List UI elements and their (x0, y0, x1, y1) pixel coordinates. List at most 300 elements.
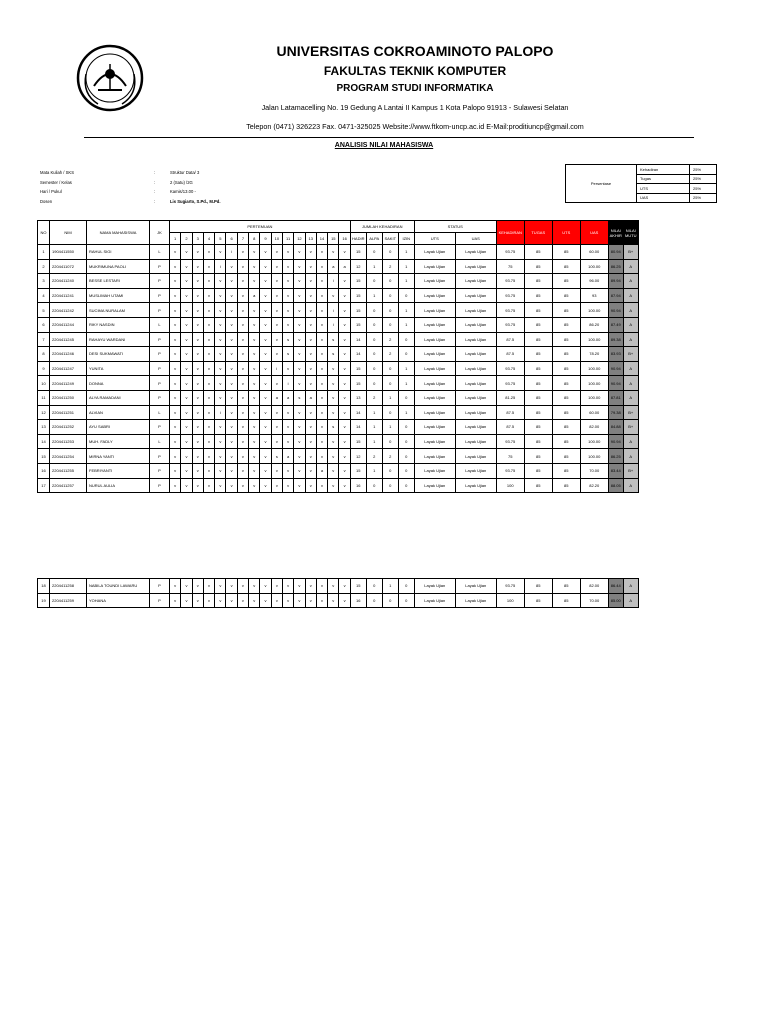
row-alpa: 2 (366, 390, 382, 405)
row-sakit: 0 (382, 274, 398, 289)
attendance-mark: v (215, 303, 226, 318)
table-row (38, 332, 639, 347)
attendance-mark: i (328, 317, 339, 332)
attendance-mark: v (271, 376, 282, 391)
row-nama: DONNA (87, 376, 150, 391)
row-nama: ALYA RAMADANI (87, 390, 150, 405)
row-sakit: 0 (382, 317, 398, 332)
row-hadir: 15 (350, 288, 366, 303)
attendance-mark: v (226, 463, 237, 478)
col-jk: JK (150, 221, 170, 245)
attendance-mark: v (170, 347, 181, 362)
row-hadir: 15 (350, 463, 366, 478)
row-uas: 82.20 (580, 478, 608, 493)
attendance-mark: v (328, 405, 339, 420)
attendance-mark: v (170, 420, 181, 435)
row-izin: 0 (398, 332, 414, 347)
attendance-mark: v (181, 317, 192, 332)
row-nilai-mutu: A (623, 288, 638, 303)
attendance-mark: v (215, 332, 226, 347)
row-alpa: 1 (366, 463, 382, 478)
row-nim: 2204411249 (50, 376, 87, 391)
attendance-mark: v (237, 478, 248, 493)
attendance-mark: v (282, 593, 293, 608)
row-hadir: 12 (350, 449, 366, 464)
attendance-mark: v (203, 405, 214, 420)
info-colon: : (154, 189, 156, 195)
row-alpa: 1 (366, 420, 382, 435)
col-uts-status: UTS (414, 233, 455, 245)
row-izin: 0 (398, 593, 414, 608)
attendance-mark: v (271, 259, 282, 274)
row-uas: 96.00 (580, 274, 608, 289)
row-izin: 1 (398, 274, 414, 289)
row-jk: L (150, 405, 170, 420)
row-kehadiran: 93.75 (496, 288, 524, 303)
row-jk: P (150, 478, 170, 493)
attendance-mark: v (192, 579, 203, 594)
row-nim: 2204411250 (50, 390, 87, 405)
row-nama: MUH. FADLY (87, 434, 150, 449)
row-uas-status: Layak Ujian (455, 420, 496, 435)
attendance-mark: v (181, 390, 192, 405)
attendance-mark: v (316, 245, 327, 260)
attendance-mark: v (249, 449, 260, 464)
attendance-mark: v (249, 361, 260, 376)
row-kehadiran: 87.5 (496, 347, 524, 362)
attendance-mark: s (328, 347, 339, 362)
attendance-mark: v (339, 405, 350, 420)
info-colon: : (154, 198, 156, 204)
attendance-mark: v (181, 245, 192, 260)
row-uts: 85 (552, 390, 580, 405)
attendance-mark: v (226, 332, 237, 347)
attendance-mark: v (192, 245, 203, 260)
attendance-mark: v (181, 449, 192, 464)
attendance-mark: v (237, 288, 248, 303)
row-nama: NURUL AULIA (87, 478, 150, 493)
row-uas: 86.20 (580, 317, 608, 332)
row-uas-status: Layak Ujian (455, 463, 496, 478)
faculty-name: FAKULTAS TEKNIK KOMPUTER (323, 64, 507, 78)
attendance-mark: v (305, 317, 316, 332)
meeting-number: 4 (203, 233, 214, 245)
row-uas: 60.00 (580, 405, 608, 420)
row-nim: 2204411251 (50, 405, 87, 420)
row-jk: L (150, 317, 170, 332)
row-hadir: 15 (350, 317, 366, 332)
attendance-mark: v (294, 288, 305, 303)
row-nama: BESSE LESTARI (87, 274, 150, 289)
attendance-mark: i (215, 405, 226, 420)
attendance-mark: v (328, 245, 339, 260)
attendance-mark: v (215, 579, 226, 594)
row-izin: 0 (398, 449, 414, 464)
row-jk: P (150, 288, 170, 303)
attendance-mark: v (249, 245, 260, 260)
table-row (38, 288, 639, 303)
attendance-mark: v (260, 405, 271, 420)
row-uas-status: Layak Ujian (455, 245, 496, 260)
attendance-mark: v (305, 347, 316, 362)
row-uas-status: Layak Ujian (455, 303, 496, 318)
attendance-mark: v (203, 478, 214, 493)
row-tugas: 85 (524, 347, 552, 362)
attendance-mark: v (226, 288, 237, 303)
row-uas-status: Layak Ujian (455, 390, 496, 405)
attendance-mark: v (181, 434, 192, 449)
row-kehadiran: 81.25 (496, 390, 524, 405)
attendance-mark: v (192, 332, 203, 347)
attendance-mark: a (282, 390, 293, 405)
row-tugas: 85 (524, 317, 552, 332)
meeting-number: 14 (316, 233, 327, 245)
attendance-mark: v (271, 478, 282, 493)
attendance-mark: v (305, 463, 316, 478)
attendance-mark: v (249, 390, 260, 405)
row-uas-status: Layak Ujian (455, 449, 496, 464)
meeting-number: 16 (339, 233, 350, 245)
attendance-mark: v (203, 274, 214, 289)
attendance-mark: v (181, 332, 192, 347)
attendance-mark: i (328, 303, 339, 318)
row-izin: 0 (398, 288, 414, 303)
attendance-mark: v (260, 579, 271, 594)
row-uas-status: Layak Ujian (455, 259, 496, 274)
table-row (38, 390, 639, 405)
attendance-mark: v (260, 478, 271, 493)
attendance-mark: v (249, 478, 260, 493)
row-uas: 100.00 (580, 332, 608, 347)
col-status: STATUS (414, 221, 496, 233)
row-kehadiran: 93.75 (496, 274, 524, 289)
attendance-mark: v (226, 303, 237, 318)
row-uts-status: Layak Ujian (414, 317, 455, 332)
col-alpa: ALPA (366, 233, 382, 245)
table-row (38, 376, 639, 391)
row-uts: 85 (552, 405, 580, 420)
attendance-mark: v (305, 405, 316, 420)
row-uas-status: Layak Ujian (455, 593, 496, 608)
row-izin: 0 (398, 434, 414, 449)
attendance-mark: v (282, 245, 293, 260)
row-uts: 85 (552, 347, 580, 362)
row-uts-status: Layak Ujian (414, 259, 455, 274)
row-uts: 85 (552, 288, 580, 303)
row-uas: 100.00 (580, 303, 608, 318)
pct-value: 25% (690, 193, 717, 203)
row-tugas: 85 (524, 274, 552, 289)
attendance-mark: v (316, 579, 327, 594)
row-jk: P (150, 579, 170, 594)
row-uas-status: Layak Ujian (455, 405, 496, 420)
row-tugas: 85 (524, 420, 552, 435)
meeting-number: 7 (237, 233, 248, 245)
attendance-mark: v (226, 376, 237, 391)
attendance-mark: v (305, 361, 316, 376)
attendance-mark: v (339, 390, 350, 405)
col-hadir: HADIR (350, 233, 366, 245)
table-row (38, 579, 639, 594)
row-jk: P (150, 347, 170, 362)
attendance-mark: v (203, 449, 214, 464)
info-colon: : (154, 179, 156, 185)
attendance-mark: v (237, 361, 248, 376)
attendance-mark: v (271, 288, 282, 303)
row-nim: 2204411254 (50, 449, 87, 464)
row-nim: 2204411259 (50, 593, 87, 608)
attendance-mark: v (170, 434, 181, 449)
row-jk: P (150, 361, 170, 376)
attendance-mark: v (249, 376, 260, 391)
attendance-mark: v (181, 579, 192, 594)
row-alpa: 0 (366, 478, 382, 493)
row-hadir: 15 (350, 361, 366, 376)
row-uas: 60.00 (580, 245, 608, 260)
row-sakit: 1 (382, 390, 398, 405)
row-izin: 0 (398, 478, 414, 493)
row-uts-status: Layak Ujian (414, 376, 455, 391)
row-hadir: 15 (350, 245, 366, 260)
attendance-mark: v (316, 361, 327, 376)
attendance-mark: v (328, 478, 339, 493)
attendance-mark: v (170, 245, 181, 260)
attendance-mark: v (226, 449, 237, 464)
row-nilai-mutu: B+ (623, 347, 638, 362)
attendance-mark: v (192, 593, 203, 608)
attendance-mark: v (260, 317, 271, 332)
attendance-mark: v (170, 463, 181, 478)
attendance-mark: v (192, 361, 203, 376)
row-tugas: 85 (524, 405, 552, 420)
attendance-mark: v (305, 332, 316, 347)
attendance-mark: v (271, 579, 282, 594)
attendance-mark: v (181, 376, 192, 391)
info-value: Lis Sugiarto, S.Pd., M.Pd. (170, 198, 221, 204)
row-sakit: 2 (382, 449, 398, 464)
row-nilai-akhir: 89.38 (608, 332, 623, 347)
row-alpa: 1 (366, 288, 382, 303)
attendance-mark: v (316, 259, 327, 274)
row-nilai-mutu: A (623, 361, 638, 376)
percentage-label: Persentase (566, 165, 637, 203)
row-alpa: 0 (366, 361, 382, 376)
row-kehadiran: 93.75 (496, 434, 524, 449)
attendance-mark: v (192, 434, 203, 449)
meeting-number: 11 (282, 233, 293, 245)
row-uts: 85 (552, 478, 580, 493)
row-nilai-mutu: A (623, 434, 638, 449)
row-nama: FEBRIYANTI (87, 463, 150, 478)
attendance-mark: v (249, 463, 260, 478)
col-nim: NIM (50, 221, 87, 245)
row-nilai-akhir: 90.94 (608, 361, 623, 376)
attendance-mark: a (271, 390, 282, 405)
row-kehadiran: 93.75 (496, 463, 524, 478)
attendance-mark: v (181, 303, 192, 318)
attendance-mark: v (339, 317, 350, 332)
attendance-mark: i (282, 376, 293, 391)
row-izin: 1 (398, 405, 414, 420)
row-uas-status: Layak Ujian (455, 361, 496, 376)
row-nilai-mutu: B+ (623, 405, 638, 420)
row-nilai-akhir: 80.94 (608, 245, 623, 260)
attendance-mark: v (294, 478, 305, 493)
row-nama: MUSLIMAH UTAMI (87, 288, 150, 303)
row-nilai-akhir: 90.94 (608, 376, 623, 391)
attendance-mark: v (339, 274, 350, 289)
attendance-mark: v (192, 376, 203, 391)
attendance-mark: v (305, 245, 316, 260)
row-tugas: 85 (524, 449, 552, 464)
attendance-mark: v (294, 332, 305, 347)
row-no: 10 (38, 376, 50, 391)
attendance-mark: v (226, 434, 237, 449)
attendance-mark: v (192, 347, 203, 362)
meeting-number: 5 (215, 233, 226, 245)
attendance-mark: v (226, 390, 237, 405)
row-nilai-mutu: A (623, 579, 638, 594)
row-nilai-mutu: B+ (623, 463, 638, 478)
row-hadir: 16 (350, 478, 366, 493)
row-no: 2 (38, 259, 50, 274)
row-uts-status: Layak Ujian (414, 463, 455, 478)
attendance-mark: v (237, 303, 248, 318)
pct-value: 25% (690, 184, 717, 194)
row-uas-status: Layak Ujian (455, 478, 496, 493)
attendance-mark: v (316, 288, 327, 303)
attendance-mark: v (260, 332, 271, 347)
row-uas-status: Layak Ujian (455, 332, 496, 347)
attendance-mark: v (237, 405, 248, 420)
table-row (38, 434, 639, 449)
row-jk: P (150, 259, 170, 274)
info-key: Dosen (40, 198, 53, 204)
row-hadir: 15 (350, 579, 366, 594)
attendance-mark: s (271, 449, 282, 464)
row-nama: RAHAYU WARDANI (87, 332, 150, 347)
row-uts-status: Layak Ujian (414, 332, 455, 347)
attendance-mark: v (316, 593, 327, 608)
pct-name: Tugas (637, 174, 690, 184)
table-row (38, 420, 639, 435)
row-izin: 1 (398, 361, 414, 376)
attendance-mark: v (339, 463, 350, 478)
row-tugas: 85 (524, 390, 552, 405)
row-uts: 85 (552, 303, 580, 318)
attendance-mark: v (316, 405, 327, 420)
row-jk: P (150, 420, 170, 435)
attendance-mark: v (271, 332, 282, 347)
attendance-mark: v (339, 376, 350, 391)
row-alpa: 0 (366, 593, 382, 608)
row-nama: RAHUL SIGI (87, 245, 150, 260)
row-uas: 100.00 (580, 390, 608, 405)
attendance-mark: v (282, 405, 293, 420)
attendance-mark: v (260, 463, 271, 478)
row-uts: 85 (552, 274, 580, 289)
attendance-mark: v (316, 303, 327, 318)
row-hadir: 15 (350, 376, 366, 391)
attendance-mark: v (282, 463, 293, 478)
attendance-mark: v (339, 449, 350, 464)
attendance-mark: v (192, 390, 203, 405)
attendance-mark: i (271, 361, 282, 376)
row-nim: 2204411072 (50, 259, 87, 274)
table-row (38, 478, 639, 493)
col-uts: UTS (552, 221, 580, 245)
row-nim: 2204411252 (50, 420, 87, 435)
attendance-mark: i (226, 245, 237, 260)
row-nama: ALVIAN (87, 405, 150, 420)
row-uts-status: Layak Ujian (414, 405, 455, 420)
attendance-mark: v (192, 288, 203, 303)
attendance-mark: v (192, 274, 203, 289)
row-uts: 85 (552, 361, 580, 376)
row-sakit: 0 (382, 376, 398, 391)
attendance-mark: v (339, 361, 350, 376)
row-nim: 2204411242 (50, 303, 87, 318)
info-colon: : (154, 170, 156, 176)
table-row (38, 274, 639, 289)
attendance-mark: v (305, 274, 316, 289)
attendance-mark: v (237, 390, 248, 405)
grades-table (37, 220, 639, 493)
row-jk: P (150, 274, 170, 289)
row-hadir: 13 (350, 390, 366, 405)
attendance-mark: v (260, 288, 271, 303)
attendance-mark: v (282, 288, 293, 303)
row-tugas: 85 (524, 303, 552, 318)
row-tugas: 85 (524, 376, 552, 391)
attendance-mark: v (237, 245, 248, 260)
attendance-mark: v (316, 332, 327, 347)
attendance-mark: v (305, 420, 316, 435)
row-izin: 1 (398, 245, 414, 260)
attendance-mark: s (282, 347, 293, 362)
row-kehadiran: 75 (496, 259, 524, 274)
col-nilai-akhir: NILAI AKHIR (608, 221, 623, 245)
attendance-mark: v (249, 347, 260, 362)
meeting-number: 13 (305, 233, 316, 245)
row-hadir: 16 (350, 593, 366, 608)
attendance-mark: v (282, 303, 293, 318)
row-alpa: 1 (366, 259, 382, 274)
row-nama: MIRNA YANTI (87, 449, 150, 464)
attendance-mark: v (203, 376, 214, 391)
attendance-mark: v (181, 259, 192, 274)
attendance-mark: s (294, 390, 305, 405)
row-sakit: 0 (382, 463, 398, 478)
col-uas: UAS (580, 221, 608, 245)
row-hadir: 14 (350, 405, 366, 420)
attendance-mark: v (271, 405, 282, 420)
row-nim: 2204411244 (50, 317, 87, 332)
meeting-number: 6 (226, 233, 237, 245)
row-uas-status: Layak Ujian (455, 288, 496, 303)
row-uts: 85 (552, 420, 580, 435)
row-sakit: 0 (382, 245, 398, 260)
attendance-mark: v (339, 593, 350, 608)
attendance-mark: v (339, 434, 350, 449)
row-nilai-akhir: 88.05 (608, 478, 623, 493)
attendance-mark: v (192, 303, 203, 318)
table-row (38, 347, 639, 362)
attendance-mark: v (294, 593, 305, 608)
attendance-mark: v (249, 332, 260, 347)
attendance-mark: v (192, 405, 203, 420)
row-sakit: 0 (382, 303, 398, 318)
